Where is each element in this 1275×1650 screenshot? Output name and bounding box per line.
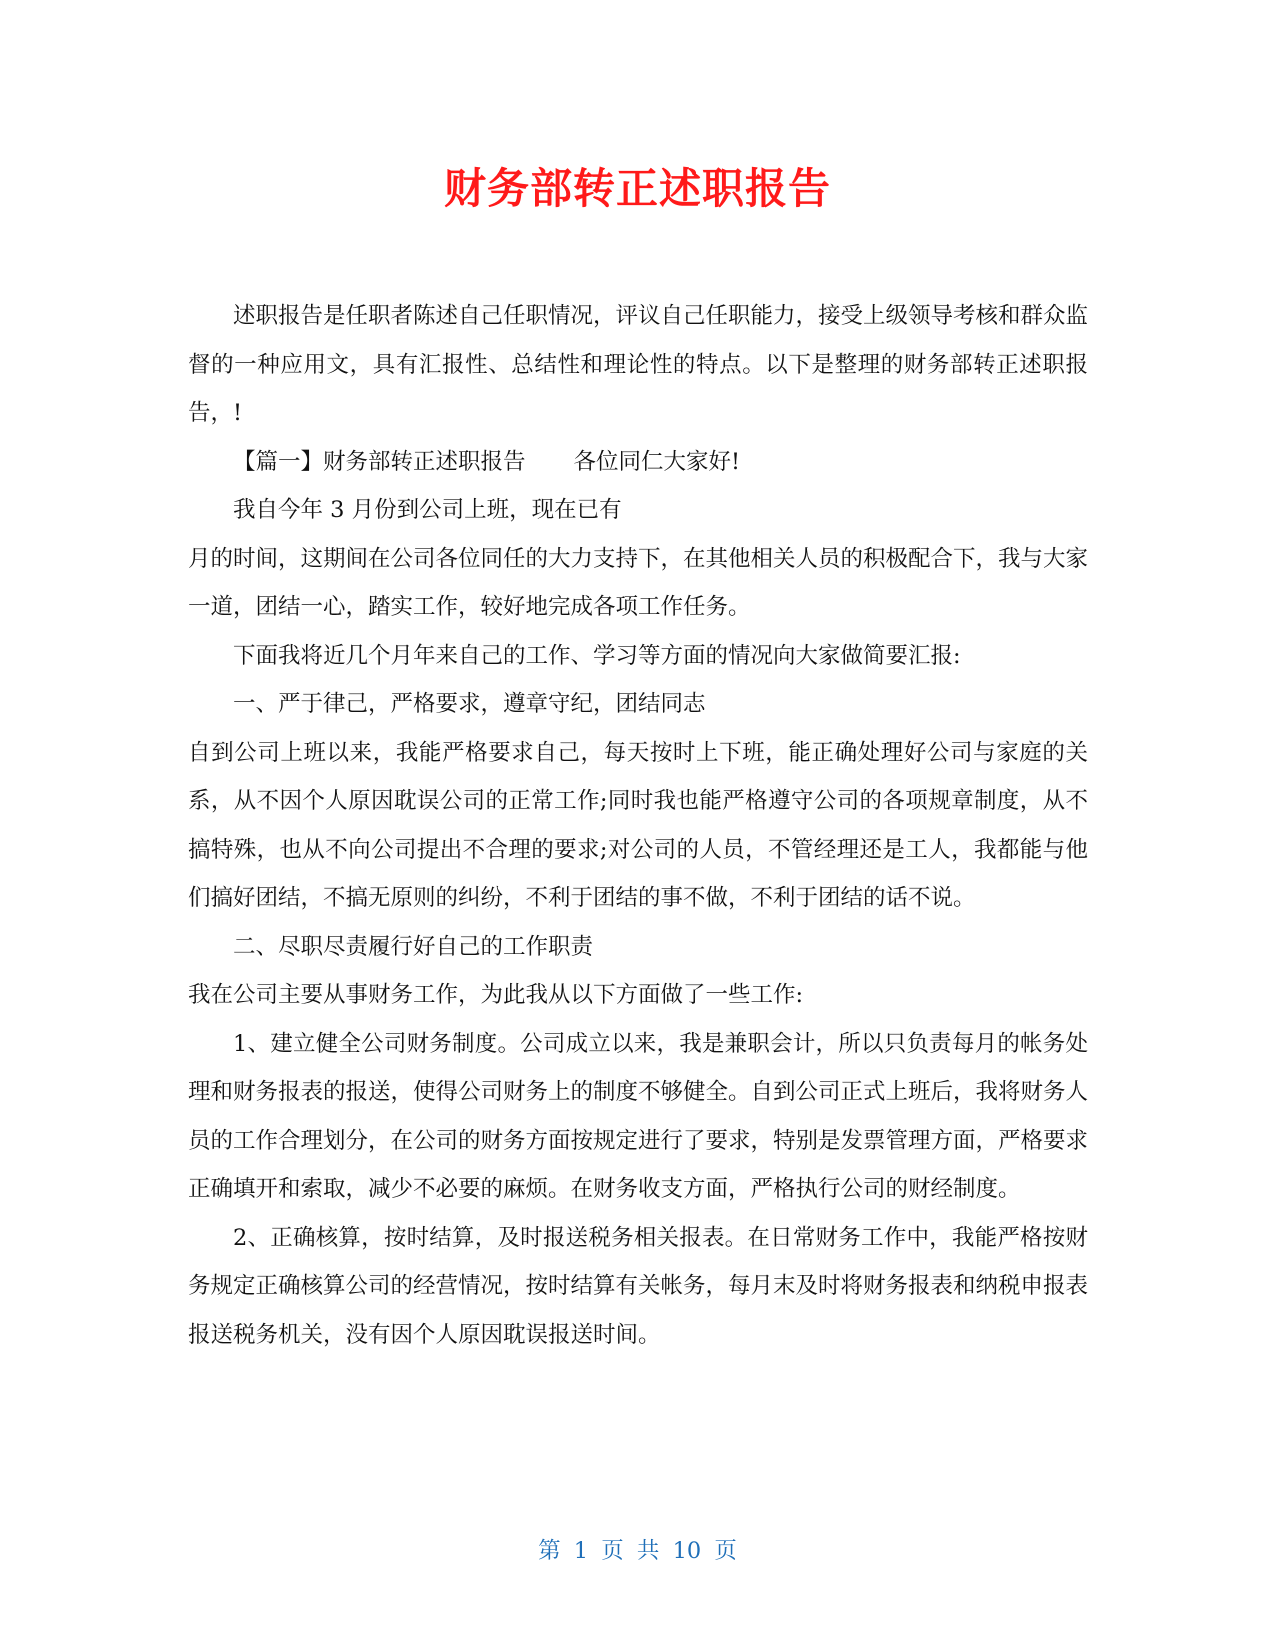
body-paragraph: 月的时间，这期间在公司各位同任的大力支持下，在其他相关人员的积极配合下，我与大家一道，团结一心，踏实工作，较好地完成各项工作任务。 bbox=[188, 545, 1089, 620]
body-paragraph: 我在公司主要从事财务工作，为此我从以下方面做了一些工作: bbox=[188, 982, 804, 1008]
body-paragraph: 2、正确核算，按时结算，及时报送税务相关报表。在日常财务工作中，我能严格按财务规定正确核算公司的经营情况，按时结算有关帐务，每月末及时将财务报表和纳税申报表报送税务机关，没有因个人原因耽误报送时间。 bbox=[188, 1224, 1089, 1348]
body-paragraph: 自到公司上班以来，我能严格要求自己，每天按时上下班，能正确处理好公司与家庭的关系，从不因个人原因耽误公司的正常工作;同时我也能严格遵守公司的各项规章制度，从不搞特殊，也从不向公司提出不合理的要求;对公司的人员，不管经理还是工人，我都能与他们搞好团结，不搞无原则的纠纷，不利于团结的事不做，不利于团结的话不说。 bbox=[188, 739, 1088, 911]
subheading: 二、尽职尽责履行好自己的工作职责 bbox=[233, 933, 594, 960]
document-body bbox=[188, 292, 1088, 1359]
section-heading-line bbox=[188, 438, 1088, 487]
document-title: 财务部转正述职报告 bbox=[443, 164, 831, 213]
intro-paragraph: 述职报告是任职者陈述自己任职情况，评议自己任职能力，接受上级领导考核和群众监督的一种应用文，具有汇报性、总结性和理论性的特点。以下是整理的财务部转正述职报告，! bbox=[188, 303, 1089, 426]
page-number: 第 1 页 共 10 页 bbox=[538, 1538, 737, 1564]
body-paragraph: 我自今年 3 月份到公司上班，现在已有 bbox=[233, 497, 622, 523]
subheading: 一、严于律己，严格要求，遵章守纪，团结同志 bbox=[233, 691, 706, 717]
section-heading: 【篇一】财务部转正述职报告 bbox=[233, 448, 526, 475]
body-paragraph: 下面我将近几个月年来自己的工作、学习等方面的情况向大家做简要汇报: bbox=[233, 642, 961, 669]
body-paragraph: 1、建立健全公司财务制度。公司成立以来，我是兼职会计，所以只负责每月的帐务处理和财务报表的报送，使得公司财务上的制度不够健全。自到公司正式上班后，我将财务人员的工作合理划分，在公司的财务方面按规定进行了要求，特别是发票管理方面，严格要求正确填开和索取，减少不必要的麻烦。在财务收支方面，严格执行公司的财经制度。 bbox=[188, 1030, 1089, 1202]
greeting: 各位同仁大家好! bbox=[573, 448, 741, 475]
